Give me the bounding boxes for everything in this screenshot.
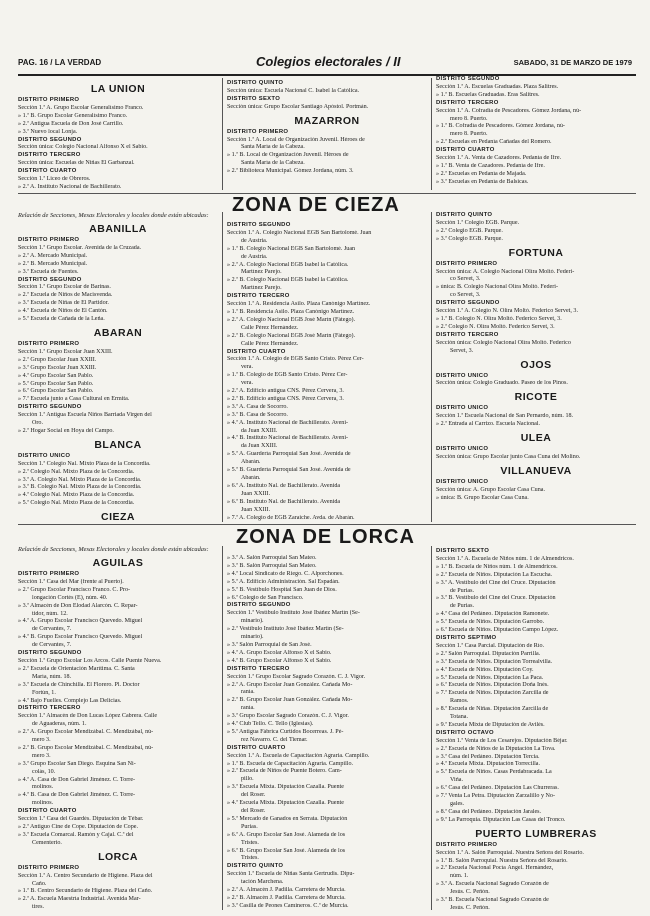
section-line-continuation: da Juan XXIII. xyxy=(241,443,278,450)
section-line: » 2.ª Grupo Escolar Juan XXIII. xyxy=(18,356,97,363)
district-heading: DISTRITO QUINTO xyxy=(227,80,284,86)
section-line: » 1.ª B. Escuelas Graduadas. Eras Salitres. xyxy=(436,91,540,98)
section-line: Sección única: Colegio Nacional Alfonso X el Sabio. xyxy=(18,144,148,151)
section-line: » 2.ª Vestíbulo Instituto José Ibáñez Martín (Se- xyxy=(227,626,344,633)
section-line: » 2.ª Antiguo Cine de Cope. Diputación de Cope. xyxy=(18,824,138,830)
section-line-continuation: de Aguaderas, núm. 1. xyxy=(32,721,87,728)
section-line: Sección 1.ª Colegio Nal. Mixto Plaza de la Concordia. xyxy=(18,460,151,467)
section-line: » 2.ª Entrada al Carrizo. Escuela Nacional. xyxy=(436,421,541,428)
section-line: Sección única: Escuelas de Niñas El Garbanzal. xyxy=(18,160,135,167)
section-line: » 2.ª B. Grupo Escolar Juan González. Cañada Mo- xyxy=(227,697,353,704)
column-lorca-3 xyxy=(436,548,636,910)
page-date: SABADO, 31 DE MARZO DE 1979 xyxy=(513,58,632,67)
municipality-title: OJOS xyxy=(520,358,552,371)
section-line: » 4.ª Escuela Mixta. Diputación Cazalla. Puente xyxy=(227,800,344,807)
section-line: » 1.ª B. Colegio Nacional EGB San Bartolomé. Juan xyxy=(227,245,356,252)
section-line-continuation: Santa María de la Cabeza. xyxy=(241,160,305,167)
section-line-continuation: tires. xyxy=(32,904,45,910)
district-heading: DISTRITO PRIMERO xyxy=(18,340,80,347)
section-line: » 2.ª Hogar Social en Hoya del Campo. xyxy=(18,427,114,434)
district-heading: DISTRITO TERCERO xyxy=(18,152,81,159)
section-line: » 3.ª Salón Parroquial de San José. xyxy=(227,641,312,648)
section-line: » 1.ª B. Residencia Asilo. Plaza Canónigo Martínez. xyxy=(227,308,355,315)
district-heading: DISTRITO PRIMERO xyxy=(18,237,80,243)
section-line: » 3.ª B. Vestíbulo del Cine del Cruce. Diputación xyxy=(436,595,556,602)
section-line: » 4.ª Bajo Fuelles. Complejo Las Delicias. xyxy=(18,697,122,704)
section-line-continuation: Jesús. C. Peñón. xyxy=(450,904,490,910)
section-line: Sección 1.ª A. Escuelas Graduadas. Plaza Salitres. xyxy=(436,83,559,90)
section-line: » 1.ª B. Salón Parroquial. Nuestra Señora del Rosario. xyxy=(436,857,568,864)
section-line: » 2.ª A. Grupo Escolar Juan González. Cañada Mo- xyxy=(227,681,353,688)
municipality-title: ULEA xyxy=(520,432,552,445)
district-heading: DISTRITO SEGUNDO xyxy=(227,222,291,228)
section-line: » 1.ª B. Escuela de Niños núm. 1 de Almendricos. xyxy=(436,563,558,570)
municipality-title: AGUILAS xyxy=(92,557,144,569)
section-line: » 4.ª Grupo Escolar San Pablo. xyxy=(18,372,94,379)
section-line: » 4.ª B. Grupo Escolar Francisco Quevedo. Miguel xyxy=(18,634,143,641)
district-heading: DISTRITO TERCERO xyxy=(227,293,290,300)
section-line: » 3.ª Escuela Mixta. Diputación Cazalla. Puente xyxy=(227,784,344,791)
section-line-continuation: co Servet, 3. xyxy=(450,276,481,283)
section-line: Sección 1.ª A. Grupo Escolar Generalísimo Franco. xyxy=(18,104,144,111)
section-line: » 3.ª A. Casa de Socorro. xyxy=(227,403,288,410)
district-heading: DISTRITO QUINTO xyxy=(436,212,493,218)
column-mazarron-cont xyxy=(436,76,636,190)
section-line: » 4.ª Club Tello. C. Tello (Iglesias). xyxy=(227,721,314,728)
section-line: Sección 1.ª A. Salón Parroquial. Nuestra Señora del Rosario. xyxy=(436,849,584,856)
page-number: PAG. 16 / LA VERDAD xyxy=(18,58,102,67)
section-line-continuation: mero 3. xyxy=(32,752,51,759)
section-line: » 2.ª Escuelas en Pedanía Cañadas del Romero. xyxy=(436,139,552,146)
section-line: » 4.ª Casa del Pedáneo. Diputación Ramonete. xyxy=(436,611,550,618)
section-line: Sección 1.ª A. Centro Secundario de Higiene. Plaza del xyxy=(18,872,153,879)
section-line: » 8.ª Escuela de Niñas. Diputación Zarcilla de xyxy=(436,706,549,713)
district-heading: DISTRITO TERCERO xyxy=(436,331,499,338)
section-line: Sección 1.ª Grupo Escolar Juan XXIII. xyxy=(18,348,113,355)
section-line-continuation: núm. 1. xyxy=(450,873,469,880)
district-heading: DISTRITO TERCERO xyxy=(227,665,290,672)
section-line: » 2.ª Escuelas en Pedanía de Majada. xyxy=(436,170,527,177)
page-title: Colegios electorales / II xyxy=(256,54,401,69)
section-line-continuation: Santa María de la Cabeza. xyxy=(241,144,305,151)
section-line: » 1.ª B. Grupo Escolar Generalísimo Franco. xyxy=(18,112,128,119)
section-line: » 2.ª A. Instituto Nacional de Bachillerato. xyxy=(18,183,122,190)
section-line: » 4.ª B. Grupo Escolar Alfonso X el Sabio. xyxy=(227,657,332,664)
section-line: » 5.ª Mercado de Ganados en Serrata. Diputación xyxy=(227,815,348,822)
section-line: » 3.ª B. Escuela Nacional Sagrado Corazón de xyxy=(436,897,549,904)
section-line: » 6.ª A. Grupo Escolar San José. Alameda de los xyxy=(227,831,346,838)
section-line: Sección 1.ª A. Colegio N. Olíra Moltó. Federico Servet, 3. xyxy=(436,308,578,315)
district-heading: DISTRITO TERCERO xyxy=(436,99,499,106)
column-rule xyxy=(222,546,223,910)
section-line: Sección 1.ª Casa del Mar (frente al Puerto). xyxy=(18,578,124,585)
section-line: » 2.ª Colegio EGB. Parque. xyxy=(436,227,503,234)
section-line-continuation: Calle Pérez Hernández. xyxy=(241,324,299,331)
district-heading: DISTRITO PRIMERO xyxy=(436,260,498,267)
column-rule xyxy=(431,546,432,910)
section-line: Sección única: Grupo Escolar Santiago Apóstol. Portmán. xyxy=(227,103,369,110)
section-line: » 2.ª A. Colegio Nacional EGB Isabel la Católica. xyxy=(227,261,349,268)
section-line: Sección única: Grupo Escolar junto Casa Cuna del Molino. xyxy=(436,453,581,460)
section-line: » 2.ª Escuela de Niños de Macisvenda. xyxy=(18,292,113,299)
district-heading: DISTRITO SEGUNDO xyxy=(18,136,82,143)
section-line: Sección 1.ª Grupo Escolar Los Arcos. Calle Puente Nueva. xyxy=(18,657,162,664)
section-line-continuation: Abarán. xyxy=(241,475,261,481)
section-line: » 5.ª Colegio Nal. Mixto Plaza de la Concordia. xyxy=(18,500,135,507)
intro-text: Relación de Secciones, Mesas Electorales y locales donde están ubicadas: xyxy=(18,212,209,219)
section-line: » 2.ª B. Mercado Municipal. xyxy=(18,260,88,267)
district-heading: DISTRITO SEXTO xyxy=(436,548,490,554)
section-line: » 5.ª A. Edificio Administración. Sal Espadán. xyxy=(227,578,340,585)
section-line: » 1.ª B. Colegio de EGB Santo Cristo. Pérez Cer- xyxy=(227,372,348,379)
section-line: » 5.ª Escuela de Niños. Casas Perdabracada. La xyxy=(436,769,552,776)
municipality-title: LORCA xyxy=(98,850,138,863)
column-union xyxy=(18,80,218,190)
column-rule xyxy=(431,78,432,190)
section-line: Sección 1.ª A. Local de Organización Juvenil. Héroes de xyxy=(227,136,365,143)
district-heading: DISTRITO UNICO xyxy=(436,446,489,453)
section-line-continuation: gales. xyxy=(450,801,465,807)
section-line: » 2.ª Escuela de Niños de Puente Botero. Cam- xyxy=(227,768,342,775)
section-line: » 2.ª Grupo Escolar Francisco Franco. C. Pro- xyxy=(18,586,131,593)
section-line: Sección 1.ª A. Cofradía de Pescadores. Gómez Jordana, nú- xyxy=(436,107,582,114)
section-line: » 3.ª Casa del Pedáneo. Diputación Tercia. xyxy=(436,753,540,760)
district-heading: DISTRITO SEGUNDO xyxy=(18,650,82,657)
section-line: Sección 1.ª A. Escuela de Capacitación Agraria. Campillo. xyxy=(227,752,370,759)
section-line: » 7.ª A. Colegio de EGB Zaraiche. Avda. de Abarán. xyxy=(227,514,355,521)
section-line-continuation: vera. xyxy=(241,364,254,371)
district-heading: DISTRITO PRIMERO xyxy=(227,128,289,135)
section-line: » 3.ª A. Salón Parroquial San Mateo. xyxy=(227,555,317,561)
section-line-continuation: co Servet, 3. xyxy=(450,292,481,299)
section-line-continuation: Servet, 3. xyxy=(450,347,474,354)
municipality-title: FORTUNA xyxy=(508,246,564,259)
section-line: » 5.ª Antigua Fábrica Curtidos Bocerreas. J. Pé- xyxy=(227,728,344,735)
section-line-continuation: mero 8. Puerto. xyxy=(450,131,488,138)
section-line-continuation: Tristes. xyxy=(241,855,259,862)
column-mazarron xyxy=(227,80,427,190)
section-line: » 3.ª Casilla de Peones Camineros. C.ª de Murcia. xyxy=(227,902,349,909)
district-heading: DISTRITO PRIMERO xyxy=(18,97,80,103)
section-line-continuation: Totana. xyxy=(450,714,469,721)
district-heading: DISTRITO TERCERO xyxy=(18,705,81,712)
district-heading: DISTRITO CUARTO xyxy=(227,348,286,355)
section-line: » 3.ª Escuela de Chinchilla. El Florero. Pl. Doctor xyxy=(18,681,140,688)
section-line: » 4.ª Escuela de Niños de El Cantón. xyxy=(18,308,108,315)
section-line: » 6.ª Escuela de Niños. Diputación Doña Inés. xyxy=(436,682,549,689)
municipality-title: CIEZA xyxy=(101,511,135,522)
section-line-continuation: de Purias. xyxy=(450,587,475,594)
section-line-continuation: Martínez Parejo. xyxy=(241,269,282,276)
section-line-continuation: mero 3. xyxy=(32,737,51,744)
section-line-continuation: del Roser. xyxy=(241,792,266,799)
section-line: » 5.ª Escuela de Cañada de la Leña. xyxy=(18,316,105,323)
section-line: » 1.ª B. Venta de Cazadores. Pedanía de Ifre. xyxy=(436,162,545,169)
section-line: Sección 1.ª A. Colegio de EGB Santo Cristo. Pérez Cer- xyxy=(227,356,364,363)
section-line-continuation: Cementerio. xyxy=(32,839,62,846)
section-line: » 2.ª B. Edificio antigua CNS. Pérez Cervera, 3. xyxy=(227,395,344,402)
section-line: » 3.ª B. Colegio Nal. Mixto Plaza de la Concordia. xyxy=(18,484,142,491)
section-line-continuation: de Cervantes, 7. xyxy=(32,626,72,633)
section-line: Sección única: A. Colegio Nacional Olíra Moltó. Federi- xyxy=(436,268,575,275)
section-line: » única: B. Colegio Nacional Olíra Moltó. Federi- xyxy=(436,284,559,291)
section-line: » 2.ª Biblioteca Municipal. Gómez Jordana, núm. 3. xyxy=(227,168,354,175)
section-line-continuation: minario). xyxy=(241,618,264,625)
section-line: » 3.ª A. Vestíbulo del Cine del Cruce. Diputación xyxy=(436,579,556,586)
section-line: » 2.ª A. Almacén J. Padilla. Carretera de Murcia. xyxy=(227,887,346,894)
section-line: » 4.ª A. Grupo Escolar Francisco Quevedo. Miguel xyxy=(18,618,143,625)
municipality-title: RICOTE xyxy=(514,391,558,404)
section-line-continuation: pillo. xyxy=(241,776,254,783)
section-line: » 6.ª B. Instituto Nal. de Bachillerato. Avenida xyxy=(227,498,341,505)
section-line: » única: B. Grupo Escolar Casa Cuna. xyxy=(436,494,529,501)
section-line-continuation: molinos. xyxy=(32,784,54,791)
section-line: » 5.ª B. Guardería Parroquial San José. Avenida de xyxy=(227,467,351,474)
section-line-continuation: molinos. xyxy=(32,800,54,807)
section-line: » 4.ª A. Instituto Nacional de Bachillerato. Aveni- xyxy=(227,419,349,426)
column-cieza-1 xyxy=(18,212,218,522)
section-line: Sección 1.ª Grupo Escolar Sagrado Corazón. C. J. Vigor. xyxy=(227,673,366,680)
section-line: » 9.ª Escuela Mixta de Diputación de Avilés. xyxy=(436,721,545,728)
section-line: Sección 1.ª A. Residencia Asilo. Plaza Canónigo Martínez. xyxy=(227,301,371,308)
section-line: » 2.ª Salón Parroquial. Diputación Parrilla. xyxy=(436,650,541,657)
section-line: » 6.ª Grupo Escolar San Pablo. xyxy=(18,388,94,395)
section-line: Sección única: Colegio Nacional Olíra Moltó. Federico xyxy=(436,339,571,346)
section-line: » 3.ª Escuela Comarcal. Ramón y Cajal. C.ª del xyxy=(18,831,134,838)
section-line: » 7.ª Escuela junto a Casa Cultural en Ermita. xyxy=(18,396,130,403)
district-heading: DISTRITO CUARTO xyxy=(227,744,286,751)
section-line: » 2.ª Escuela de Niños de la Diputación La Tova. xyxy=(436,745,556,752)
section-line: » 9.ª La Parroquia. Diputación Las Casas del Tronco. xyxy=(436,816,566,823)
section-line: » 2.ª B. Grupo Escolar Mendizábal. C. Mendizábal, nú- xyxy=(18,744,154,751)
municipality-title: LA UNION xyxy=(90,83,146,95)
section-line-continuation: Caño. xyxy=(32,880,47,887)
section-line: » 5.ª Escuela de Niños. Diputación La Paca. xyxy=(436,674,544,681)
section-line: » 2.ª Escuela de Niños. Diputación La Escucha. xyxy=(436,571,553,578)
section-line: » 1.ª B. Escuela de Capacitación Agraria. Campillo. xyxy=(227,760,354,767)
district-heading: DISTRITO CUARTO xyxy=(18,168,77,175)
section-line-continuation: Tristes. xyxy=(241,839,259,846)
section-line: » 5.ª Escuela de Niños. Diputación Garrobo. xyxy=(436,619,545,626)
section-line: » 6.ª Casa del Pedáneo. Diputación Las Churreras. xyxy=(436,785,559,792)
district-heading: DISTRITO CUARTO xyxy=(18,808,77,815)
section-line: » 2.ª Colegio N. Olíra Moltó. Federico Servet, 3. xyxy=(436,323,555,330)
section-line: Sección 1.ª Escuela de Niñas Santa Gertrudis. Dipu- xyxy=(227,871,355,878)
intro-text: Relación de Secciones, Mesas Electorales y locales donde están ubicadas: xyxy=(18,546,209,553)
section-line: Sección 1.ª Escuela Nacional de San Pernardo, núm. 18. xyxy=(436,413,574,420)
section-line: » 3.ª B. Casa de Socorro. xyxy=(227,411,288,418)
section-line: Sección 1.ª Casa Parcial. Diputación de Río. xyxy=(436,642,545,649)
municipality-title: VILLANUEVA xyxy=(500,464,572,477)
zona-lorca-heading: ZONA DE LORCA xyxy=(236,526,415,548)
section-line-continuation: tación Marchena. xyxy=(241,879,284,886)
section-line: » 3.ª Grupo Escolar San Diego. Esquina San Ni- xyxy=(18,760,136,767)
section-line: » 1.ª B. Centro Secundario de Higiene. Plaza del Caño. xyxy=(18,888,153,895)
district-heading: DISTRITO SEGUNDO xyxy=(436,76,500,82)
section-line-continuation: longación Cortés (E), núm. 40. xyxy=(32,594,108,601)
section-line: » 3.ª Escuela de Niñas de El Partidor. xyxy=(18,300,109,307)
page-header xyxy=(18,54,636,76)
section-line-continuation: minario). xyxy=(241,634,264,641)
section-line: » 4.ª B. Instituto Nacional de Bachillerato. Aveni- xyxy=(227,435,349,442)
column-cieza-3 xyxy=(436,212,636,522)
section-line-continuation: rez Navarro. C. del Tiemar. xyxy=(241,736,308,743)
section-line: » 6.ª Colegio de San Francisco. xyxy=(227,594,304,601)
section-line-continuation: de Purias. xyxy=(450,603,475,610)
section-line: » 5.ª Grupo Escolar San Pablo. xyxy=(18,380,94,387)
section-line: Sección 1.ª Grupo Escolar. Avenida de la Cruzada. xyxy=(18,244,142,251)
section-line: » 7.ª Escuela de Niños. Diputación Zarcilla de xyxy=(436,690,549,697)
section-line: Sección 1.ª A. Venta de Cazadores. Pedanía de Ifre. xyxy=(436,155,562,162)
section-line: » 3.ª Nuevo local Lonja. xyxy=(18,128,78,135)
section-line-continuation: de Austria. xyxy=(241,253,268,260)
section-line: » 8.ª Casa del Pedáneo. Diputación Jarales. xyxy=(436,808,542,815)
section-line-continuation: mero 8. Puerto. xyxy=(450,115,488,122)
district-heading: DISTRITO QUINTO xyxy=(227,863,284,870)
section-line: » 4.ª Escuela de Niños. Diputación Coy. xyxy=(436,666,534,673)
district-heading: DISTRITO CUARTO xyxy=(436,147,495,154)
section-line-continuation: María, núm. 18. xyxy=(32,673,72,680)
section-line: » 2.ª A. Escuela Maestría Industrial. Avenida Mar- xyxy=(18,896,141,903)
section-line: » 3.ª Almacén de Don Elodad Alarcón. C. Repar- xyxy=(18,602,138,609)
section-line: » 6.ª Escuela de Niños. Diputación Campo López. xyxy=(436,627,559,634)
section-line: Sección 1.ª Antigua Escuela Niños Barriada Virgen del xyxy=(18,412,152,419)
section-line-continuation: de Austria. xyxy=(241,237,268,244)
section-line: Sección 1.ª Colegio EGB. Parque. xyxy=(436,219,520,226)
section-line: » 2.ª A. Colegio Nacional EGB José Marín (Fátego). xyxy=(227,316,356,323)
section-line: » 7.ª Venta La Petra. Diputación Zarzalillo y No- xyxy=(436,793,556,800)
district-heading: DISTRITO SEGUNDO xyxy=(18,404,82,411)
district-heading: DISTRITO SEPTIMO xyxy=(436,634,497,641)
district-heading: DISTRITO UNICO xyxy=(18,452,71,459)
section-line: » 3.ª A. Colegio Nal. Mixto Plaza de la Concordia. xyxy=(18,476,142,483)
column-cieza-2 xyxy=(227,222,427,522)
section-rule xyxy=(18,524,636,525)
section-line: » 1.ª B. Local de Organización Juvenil. Héroes de xyxy=(227,152,349,159)
section-line: » 4.ª Local Sindicato de Riego. C. Alporchones. xyxy=(227,570,344,577)
district-heading: DISTRITO PRIMERO xyxy=(18,864,80,871)
section-line: » 3.ª Grupo Escolar Sagrado Corazón. C. J. Vigor. xyxy=(227,713,349,720)
section-line: » 2.ª Antigua Escuela de Don José Carrillo. xyxy=(18,120,124,127)
section-line: Sección única: Colegio Graduado. Paseo de los Pinos. xyxy=(436,380,568,387)
district-heading: DISTRITO SEGUNDO xyxy=(227,602,291,609)
district-heading: DISTRITO SEGUNDO xyxy=(436,300,500,307)
zona-cieza-heading: ZONA DE CIEZA xyxy=(232,194,400,216)
section-line-continuation: Juan XXIII. xyxy=(241,506,271,513)
section-line: » 2.ª Colegio Nal. Mixto Plaza de la Concordia. xyxy=(18,468,135,475)
district-heading: DISTRITO UNICO xyxy=(436,372,489,379)
section-line: Sección 1.ª A. Escuela de Niños núm. 1 de Almendricos. xyxy=(436,555,574,562)
district-heading: DISTRITO OCTAVO xyxy=(436,729,494,736)
section-line-continuation: vera. xyxy=(241,380,254,387)
section-line: » 2.ª A. Edificio antigua CNS. Pérez Cervera, 3. xyxy=(227,388,344,395)
section-line: » 3.ª A. Escuela Nacional Sagrado Corazón de xyxy=(436,881,549,888)
section-line: Sección 1.ª Vestíbulo Instituto José Ibáñez Martín (Se- xyxy=(227,610,360,617)
section-line: » 4.ª A. Casa de Don Gabriel Jiménez. C. Torre- xyxy=(18,776,136,783)
district-heading: DISTRITO PRIMERO xyxy=(18,571,80,577)
section-line-continuation: Abarán. xyxy=(241,459,261,466)
section-line: » 4.ª A. Grupo Escolar Alfonso X el Sabio. xyxy=(227,649,332,656)
section-line: » 2.ª A. Grupo Escolar Mendizábal. C. Mendizábal, nú- xyxy=(18,729,154,736)
section-line-continuation: colás, 10. xyxy=(32,768,56,775)
section-line-continuation: Jesús. C. Peñón. xyxy=(450,889,490,896)
municipality-title: ABARAN xyxy=(93,326,143,339)
section-line-continuation: Juan XXIII. xyxy=(241,490,271,497)
section-line-continuation: Purias. xyxy=(241,823,258,830)
section-line: » 4.ª Escuela Mixta. Diputación Torrecilla. xyxy=(436,761,541,768)
section-line: » 4.ª B. Casa de Don Gabriel Jiménez. C. Torre- xyxy=(18,792,136,799)
section-line: » 6.ª B. Grupo Escolar San José. Alameda de los xyxy=(227,847,346,854)
section-line: » 3.ª Colegio EGB. Parque. xyxy=(436,235,503,242)
section-line-continuation: Calle Pérez Hernández. xyxy=(241,340,299,347)
section-line: » 1.ª B. Cofradía de Pescadores. Gómez Jordana, nú- xyxy=(436,123,565,130)
section-line: » 2.ª A. Mercado Municipal. xyxy=(18,252,88,259)
district-heading: DISTRITO UNICO xyxy=(436,405,489,412)
section-line: Sección 1.ª Casa del Guardés. Diputación de Tébar. xyxy=(18,816,144,823)
section-line: Sección única: A. Grupo Escolar Casa Cuna. xyxy=(436,486,545,493)
section-line: Sección 1.ª Almacén de Don Lucas López Cabrera. Calle xyxy=(18,713,158,720)
municipality-title: BLANCA xyxy=(94,438,142,451)
district-heading: DISTRITO SEGUNDO xyxy=(18,276,82,283)
section-line: Sección 1.ª Grupo Escolar de Barinas. xyxy=(18,284,111,291)
section-line: » 2.ª B. Almacén J. Padilla. Carretera de Murcia. xyxy=(227,894,346,901)
section-line-continuation: del Roser. xyxy=(241,808,266,814)
section-line: » 3.ª Escuela de Fuentes. xyxy=(18,268,79,275)
section-line: » 2.ª Escuela de Orientación Marítima. C. Santa xyxy=(18,665,135,672)
section-line: » 3.ª B. Salón Parroquial San Mateo. xyxy=(227,562,317,569)
section-line: Sección única: Escuela Nacional C. Isabel la Católica. xyxy=(227,87,360,94)
column-rule xyxy=(222,78,223,190)
section-line: » 5.ª B. Vestíbulo Hospital San Juan de Dios. xyxy=(227,586,337,593)
section-line: Sección 1.ª Venta de Los Cesarejos. Diputación Béjar. xyxy=(436,737,568,744)
section-line-continuation: ranía. xyxy=(241,705,255,712)
column-rule xyxy=(431,212,432,522)
section-line-continuation: Martínez Parejo. xyxy=(241,285,282,292)
section-line-continuation: tidor, núm. 12. xyxy=(32,610,68,617)
section-line: » 2.ª B. Colegio Nacional EGB Isabel la Católica. xyxy=(227,277,349,284)
district-heading: DISTRITO UNICO xyxy=(436,478,489,485)
section-line-continuation: ranía. xyxy=(241,689,255,696)
district-heading: DISTRITO SEXTO xyxy=(227,95,281,102)
column-lorca-1 xyxy=(18,546,218,910)
section-line-continuation: Oro. xyxy=(32,420,44,427)
section-line-continuation: Ramos. xyxy=(450,698,469,705)
municipality-title: ABANILLA xyxy=(89,223,147,235)
column-lorca-2 xyxy=(227,555,427,910)
section-line: » 2.ª B. Colegio Nacional EGB José Marín (Fátego). xyxy=(227,332,356,339)
section-line: » 3.ª Escuelas en Pedanía de Balsicas. xyxy=(436,178,529,185)
section-line: » 2.ª Escuela Nacional Pocía Ángel. Hernández, xyxy=(436,865,554,872)
column-rule xyxy=(222,212,223,522)
section-line-continuation: de Cervantes, 7. xyxy=(32,642,72,649)
section-line: » 5.ª A. Guardería Parroquial San José. Avenida de xyxy=(227,451,351,458)
section-line-continuation: Fortún, 1. xyxy=(32,689,56,696)
section-line: » 6.ª A. Instituto Nal. de Bachillerato. Avenida xyxy=(227,482,341,489)
section-line: Sección 1.ª Liceo de Obreros. xyxy=(18,176,91,183)
section-line: » 3.ª Escuela de Niños. Diputación Torrealvilla. xyxy=(436,658,553,665)
section-line: » 1.ª B. Colegio N. Olíra Moltó. Federico Servet, 3. xyxy=(436,315,562,322)
municipality-title: PUERTO LUMBRERAS xyxy=(475,827,597,840)
section-line-continuation: da Juan XXIII. xyxy=(241,427,278,434)
section-line-continuation: Viña. xyxy=(450,777,464,784)
section-line: » 3.ª Grupo Escolar Juan XXIII. xyxy=(18,364,97,371)
section-line: » 4.ª Colegio Nal. Mixto Plaza de la Concordia. xyxy=(18,492,135,499)
district-heading: DISTRITO PRIMERO xyxy=(436,841,498,848)
municipality-title: MAZARRON xyxy=(294,114,360,127)
section-line: Sección 1.ª A. Colegio Nacional EGB San Bartolomé. Juan xyxy=(227,229,372,236)
